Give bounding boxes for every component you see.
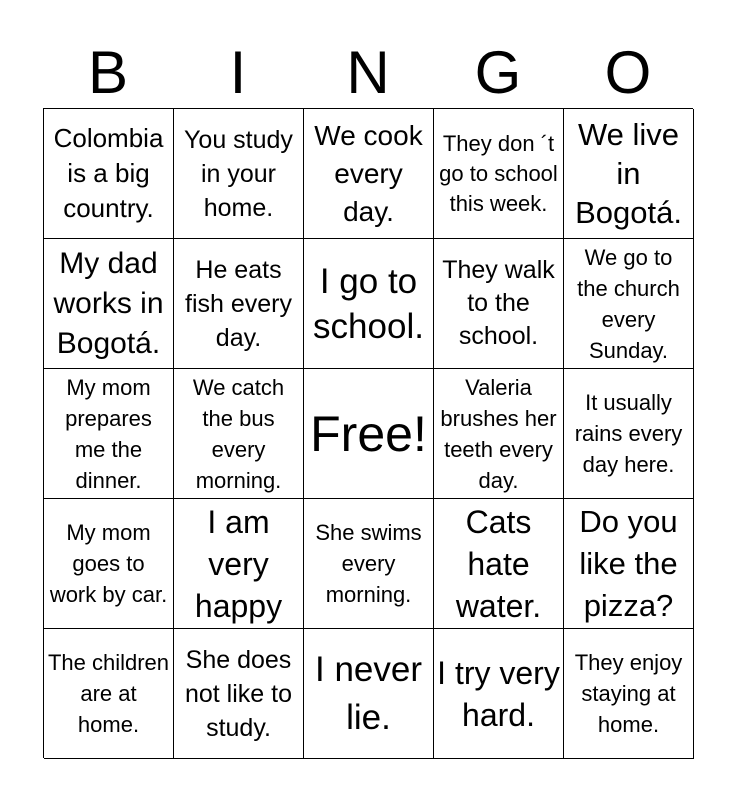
bingo-cell[interactable] xyxy=(44,629,174,759)
bingo-cell-text: They enjoy staying at home. xyxy=(574,650,683,737)
bingo-cell-text: Valeria brushes her teeth every day. xyxy=(440,374,557,493)
bingo-cell-text: We catch the bus every morning. xyxy=(192,374,285,493)
header-letter-i: I xyxy=(229,39,247,106)
bingo-cell free-space[interactable] xyxy=(304,369,434,499)
bingo-cell-text: They walk to the school. xyxy=(442,256,555,350)
header-letter-n: N xyxy=(346,39,390,106)
bingo-cell-text: They don ´t go to school this week. xyxy=(439,130,558,216)
header-letter-b: B xyxy=(87,39,129,106)
bingo-cell-text: It usually rains every day here. xyxy=(574,390,683,477)
bingo-cell[interactable] xyxy=(304,109,434,239)
bingo-cell-text: Do you like the pizza? xyxy=(579,503,678,623)
bingo-cell-text: He eats fish every day. xyxy=(185,255,292,352)
bingo-header xyxy=(43,40,693,106)
bingo-cell[interactable] xyxy=(304,499,434,629)
bingo-cell[interactable] xyxy=(44,239,174,369)
bingo-cell-text: Colombia is a big country. xyxy=(53,123,164,223)
bingo-cell[interactable] xyxy=(564,629,694,759)
bingo-cell[interactable] xyxy=(564,239,694,369)
bingo-cell-text: She swims every morning. xyxy=(315,520,422,607)
bingo-cell-text: Free! xyxy=(310,405,427,462)
bingo-cell[interactable] xyxy=(564,109,694,239)
bingo-cell[interactable] xyxy=(44,499,174,629)
bingo-cell[interactable] xyxy=(304,239,434,369)
header-letter-g: G xyxy=(474,39,522,106)
bingo-cell[interactable] xyxy=(434,629,564,759)
bingo-cell[interactable] xyxy=(174,239,304,369)
bingo-cell[interactable] xyxy=(564,369,694,499)
bingo-cell[interactable] xyxy=(434,369,564,499)
bingo-cell[interactable] xyxy=(564,499,694,629)
bingo-cell-text: I go to school. xyxy=(313,261,424,346)
bingo-cell-text: My mom prepares me the dinner. xyxy=(65,374,152,493)
bingo-cell[interactable] xyxy=(304,629,434,759)
header-letter-o: O xyxy=(604,39,652,106)
bingo-cell[interactable] xyxy=(44,369,174,499)
bingo-board xyxy=(43,108,693,758)
bingo-cell-text: We live in Bogotá. xyxy=(575,117,682,230)
bingo-cell-text: We cook every day. xyxy=(314,119,423,227)
bingo-cell[interactable] xyxy=(174,109,304,239)
bingo-cell[interactable] xyxy=(174,369,304,499)
bingo-cell-text: My dad works in Bogotá. xyxy=(53,246,164,360)
bingo-cell[interactable] xyxy=(174,499,304,629)
bingo-cell-text: You study in your home. xyxy=(184,125,293,222)
bingo-cell[interactable] xyxy=(174,629,304,759)
bingo-cell[interactable] xyxy=(434,239,564,369)
bingo-cell-text: I am very happy xyxy=(194,503,283,624)
bingo-cell-text: She does not like to study. xyxy=(184,645,292,742)
bingo-cell-text: Cats hate water. xyxy=(455,503,542,624)
bingo-cell-text: My mom goes to work by car. xyxy=(49,520,168,607)
bingo-cell-text: I try very hard. xyxy=(437,654,560,733)
bingo-cell-text: I never lie. xyxy=(315,649,422,737)
bingo-cell-text: We go to the church every Sunday. xyxy=(577,244,680,363)
bingo-cell-text: The children are at home. xyxy=(47,650,170,737)
bingo-cell[interactable] xyxy=(434,109,564,239)
bingo-cell[interactable] xyxy=(44,109,174,239)
bingo-cell[interactable] xyxy=(434,499,564,629)
